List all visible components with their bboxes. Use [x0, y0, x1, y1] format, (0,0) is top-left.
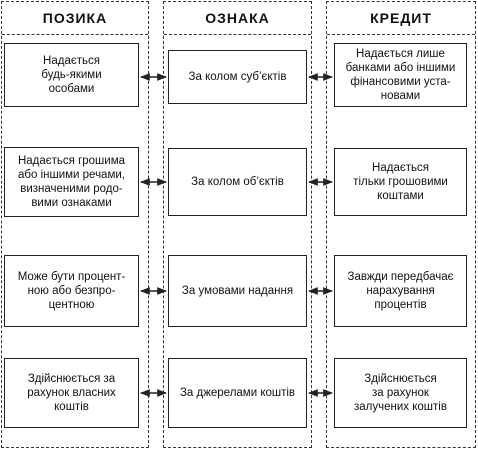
- column-header-credit: КРЕДИТ: [327, 2, 475, 35]
- credit-box-2-line-2: тільки грошовими: [353, 176, 448, 188]
- column-header-loan: ПОЗИКА: [2, 2, 148, 35]
- loan-box-4: [4, 358, 139, 428]
- feature-box-2: [168, 148, 307, 216]
- credit-box-2-line-1: Надається: [372, 162, 429, 174]
- column-header-feature: ОЗНАКА: [164, 2, 311, 35]
- loan-box-1-line-3: особами: [48, 83, 95, 95]
- credit-box-4-line-2: за рахунок: [372, 387, 429, 399]
- feature-box-4: [168, 358, 307, 428]
- credit-box-4: [334, 358, 467, 428]
- loan-box-3-line-3: центною: [48, 299, 95, 311]
- loan-box-3-line-1: Може бути процент-: [17, 271, 126, 283]
- credit-box-1-line-1: Надається лише: [356, 48, 445, 60]
- loan-box-2: [4, 147, 139, 217]
- credit-box-4-line-1: Здійснюється: [364, 373, 437, 385]
- credit-box-3-line-2: нарахування: [366, 285, 435, 297]
- credit-box-2-line-3: коштами: [377, 190, 424, 202]
- loan-box-4-line-1: Здійснюється за: [27, 373, 116, 385]
- credit-box-3-line-3: процентів: [374, 299, 427, 311]
- credit-box-2: [334, 148, 467, 216]
- loan-box-3-line-2: ною або безпро-: [27, 285, 116, 297]
- feature-box-1-label: За колом суб’єктів: [188, 71, 287, 83]
- loan-box-1-line-1: Надається: [43, 55, 100, 67]
- loan-box-2-line-2: або іншими речами,: [18, 169, 125, 181]
- feature-box-1: [168, 50, 307, 104]
- credit-box-3: [334, 255, 467, 327]
- loan-box-4-line-3: коштів: [54, 401, 89, 413]
- loan-box-3: [4, 255, 139, 327]
- feature-box-3-label: За умовами надання: [181, 285, 294, 297]
- feature-box-3: [168, 255, 307, 327]
- loan-box-2-line-3: визначеними родо-: [20, 183, 123, 195]
- credit-box-1-line-2: банками або іншими: [345, 62, 456, 74]
- loan-box-2-line-1: Надається грошима: [17, 155, 126, 167]
- credit-box-3-line-1: Завжди передбачає: [347, 271, 454, 283]
- loan-box-1-line-2: будь-якими: [41, 69, 102, 81]
- feature-box-4-label: За джерелами коштів: [179, 387, 296, 399]
- feature-box-2-label: За колом об’єктів: [191, 176, 284, 188]
- credit-box-1-line-4: новами: [380, 90, 421, 102]
- loan-box-4-line-2: рахунок власних: [27, 387, 116, 399]
- loan-box-2-line-4: вими ознаками: [31, 197, 112, 209]
- credit-box-4-line-3: залучених коштів: [354, 401, 447, 413]
- loan-box-1: [4, 43, 139, 107]
- credit-box-1-line-3: фінансовими уста-: [350, 76, 451, 88]
- credit-box-1: [334, 43, 467, 107]
